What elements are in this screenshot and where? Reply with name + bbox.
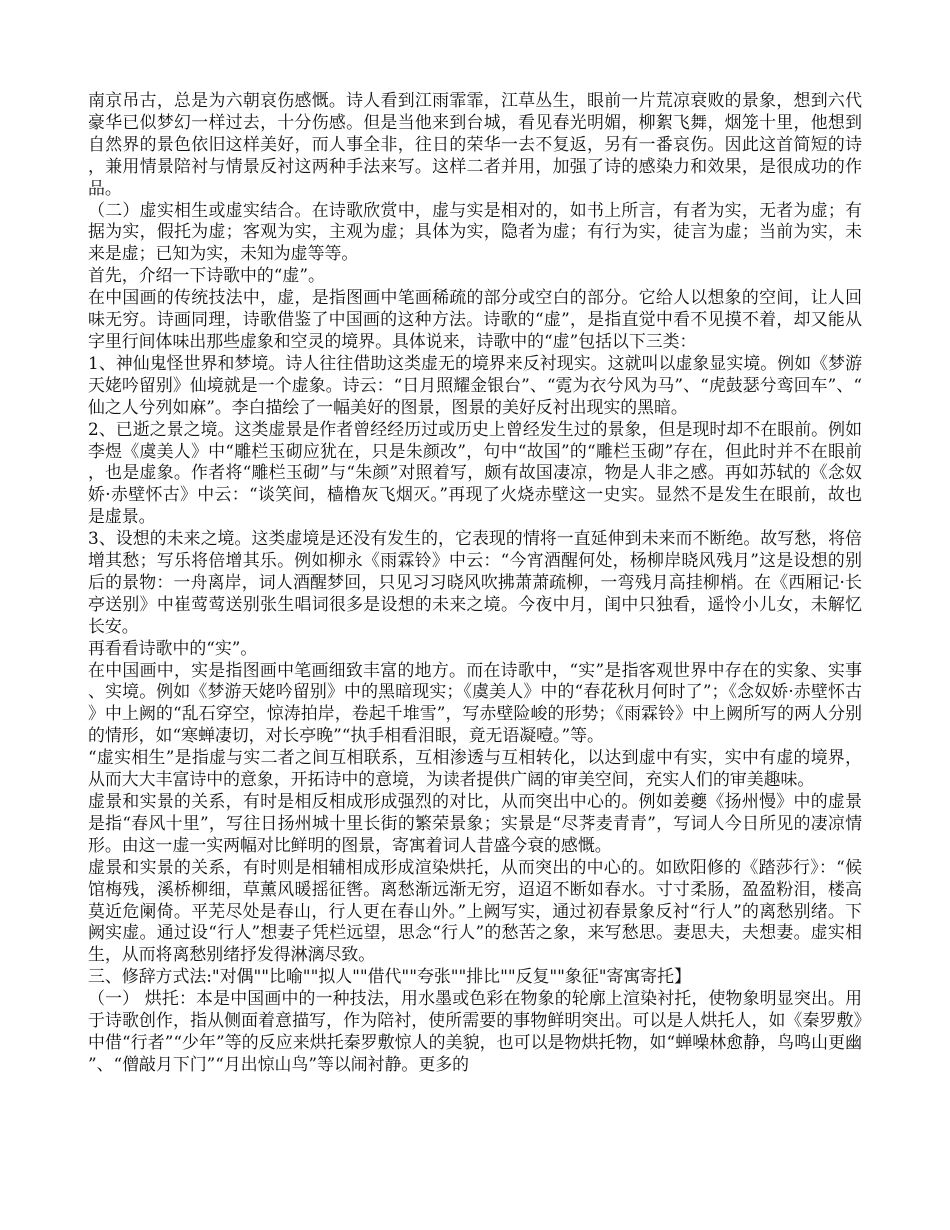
paragraph: 南京吊古，总是为六朝哀伤感慨。诗人看到江雨霏霏，江草丛生，眼前一片荒凉衰败的景象，想到六代豪华已似梦幻一样过去，十分伤感。但是当他来到台城，看见春光明媚，柳絮飞舞，烟笼十里，他想到自然界的景色依旧这样美好，而人事全非，往日的荣华一去不复返，另有一番哀伤。因此这首简短的诗，兼用情景陪衬与情景反衬这两种手法来写。这样二者并用，加强了诗的感染力和效果，是很成功的作品。 — [88, 90, 862, 198]
paragraph: 首先，介绍一下诗歌中的“虚”。 — [88, 265, 325, 286]
paragraph: 1、神仙鬼怪世界和梦境。诗人往往借助这类虚无的境界来反衬现实。这就叫以虚象显实境。例如《梦游天姥吟留别》仙境就是一个虚象。诗云：“日月照耀金银台”、“霓为衣兮风为马”、“虎鼓瑟兮鸾回车”、“仙之人兮列如麻”。李白描绘了一幅美好的图景，图景的美好反衬出现实的黑暗。 — [88, 352, 862, 417]
paragraph: 再看看诗歌中的“实”。 — [88, 637, 258, 658]
section-heading: 三、修辞方式法:"对偶""比喻""拟人""借代""夸张""排比""反复""象征"寄寓寄托】 — [88, 966, 691, 987]
paragraph: 在中国画的传统技法中，虚，是指图画中笔画稀疏的部分或空白的部分。它给人以想象的空间，让人回味无穷。诗画同理，诗歌借鉴了中国画的这种方法。诗歌的“虚”，是指直觉中看不见摸不着，却又能从字里行间体味出那些虚象和空灵的境界。具体说来，诗歌中的“虚”包括以下三类： — [88, 287, 862, 351]
paragraph: 在中国画中，实是指图画中笔画细致丰富的地方。而在诗歌中，“实”是指客观世界中存在的实象、实事、实境。例如《梦游天姥吟留别》中的黑暗现实；《虞美人》中的“春花秋月何时了”；《念奴娇·赤壁怀古》中上阙的“乱石穿空，惊涛拍岸，卷起千堆雪”，写赤壁险峻的形势；《雨霖铃》中上阙所写的两人分别的情形，如“寒蝉凄切，对长亭晚”“执手相看泪眼，竟无语凝噎。”等。 — [88, 659, 862, 746]
paragraph: （二）虚实相生或虚实结合。在诗歌欣赏中，虚与实是相对的，如书上所言，有者为实，无者为虚；有据为实，假托为虚；客观为实，主观为虚；具体为实，隐者为虚；有行为实，徒言为虚；当前为实，未来是虚；已知为实，未知为虚等等。 — [88, 199, 862, 264]
paragraph: 2、已逝之景之境。这类虚景是作者曾经经历过或历史上曾经发生过的景象，但是现时却不在眼前。例如李煜《虞美人》中“雕栏玉砌应犹在，只是朱颜改”，句中“故国”的“雕栏玉砌”存在，但此时并不在眼前，也是虚象。作者将“雕栏玉砌”与“朱颜”对照着写，颇有故国凄凉，物是人非之感。再如苏轼的《念奴娇·赤壁怀古》中云：“谈笑间，樯橹灰飞烟灭。”再现了火烧赤壁这一史实。显然不是发生在眼前，故也是虚景。 — [88, 418, 862, 527]
document-body — [88, 90, 862, 1076]
paragraph: 虚景和实景的关系，有时是相反相成形成强烈的对比，从而突出中心的。例如姜夔《扬州慢》中的虚景是指“春风十里”，写往日扬州城十里长街的繁荣景象；实景是“尽荠麦青青”，写词人今日所见的凄凉情形。由这一虚一实两幅对比鲜明的图景，寄寓着词人昔盛今衰的感慨。 — [88, 791, 862, 855]
paragraph: （一） 烘托：本是中国画中的一种技法，用水墨或色彩在物象的轮廓上渲染衬托，使物象明显突出。用于诗歌创作，指从侧面着意描写，作为陪衬，使所需要的事物鲜明突出。可以是人烘托人，如《秦罗敷》中借“行者”“少年”等的反应来烘托秦罗敷惊人的美貌，也可以是物烘托物，如“蝉噪林愈静，鸟鸣山更幽”、“僧敲月下门”“月出惊山鸟”等以闹衬静。更多的 — [88, 988, 862, 1074]
paragraph: “虚实相生”是指虚与实二者之间互相联系，互相渗透与互相转化，以达到虚中有实，实中有虚的境界，从而大大丰富诗中的意象，开拓诗中的意境，为读者提供广阔的审美空间，充实人们的审美趣味。 — [88, 747, 862, 790]
paragraph: 3、设想的未来之境。这类虚境是还没有发生的，它表现的情将一直延伸到未来而不断绝。故写愁，将倍增其愁；写乐将倍增其乐。例如柳永《雨霖铃》中云：“今宵酒醒何处，杨柳岸晓风残月”这是设想的别后的景物：一舟离岸，词人酒醒梦回，只见习习晓风吹拂萧萧疏柳，一弯残月高挂柳梢。在《西厢记·长亭送别》中崔莺莺送别张生唱词很多是设想的未来之境。今夜中月，闺中只独看，遥怜小儿女，未解忆长安。 — [88, 528, 862, 636]
paragraph: 虚景和实景的关系，有时则是相辅相成形成渲染烘托，从而突出的中心的。如欧阳修的《踏莎行》：“候馆梅残，溪桥柳细，草薰风暖摇征辔。离愁渐远渐无穷，迢迢不断如春水。寸寸柔肠，盈盈粉泪，楼高莫近危阑倚。平芜尽处是春山，行人更在春山外。”上阙写实，通过初春景象反衬“行人”的离愁别绪。下阙实虚。通过设“行人”想妻子凭栏远望，思念“行人”的愁苦之象，来写愁思。妻思夫，夫想妻。虚实相生，从而将离愁别绪抒发得淋漓尽致。 — [88, 856, 862, 965]
